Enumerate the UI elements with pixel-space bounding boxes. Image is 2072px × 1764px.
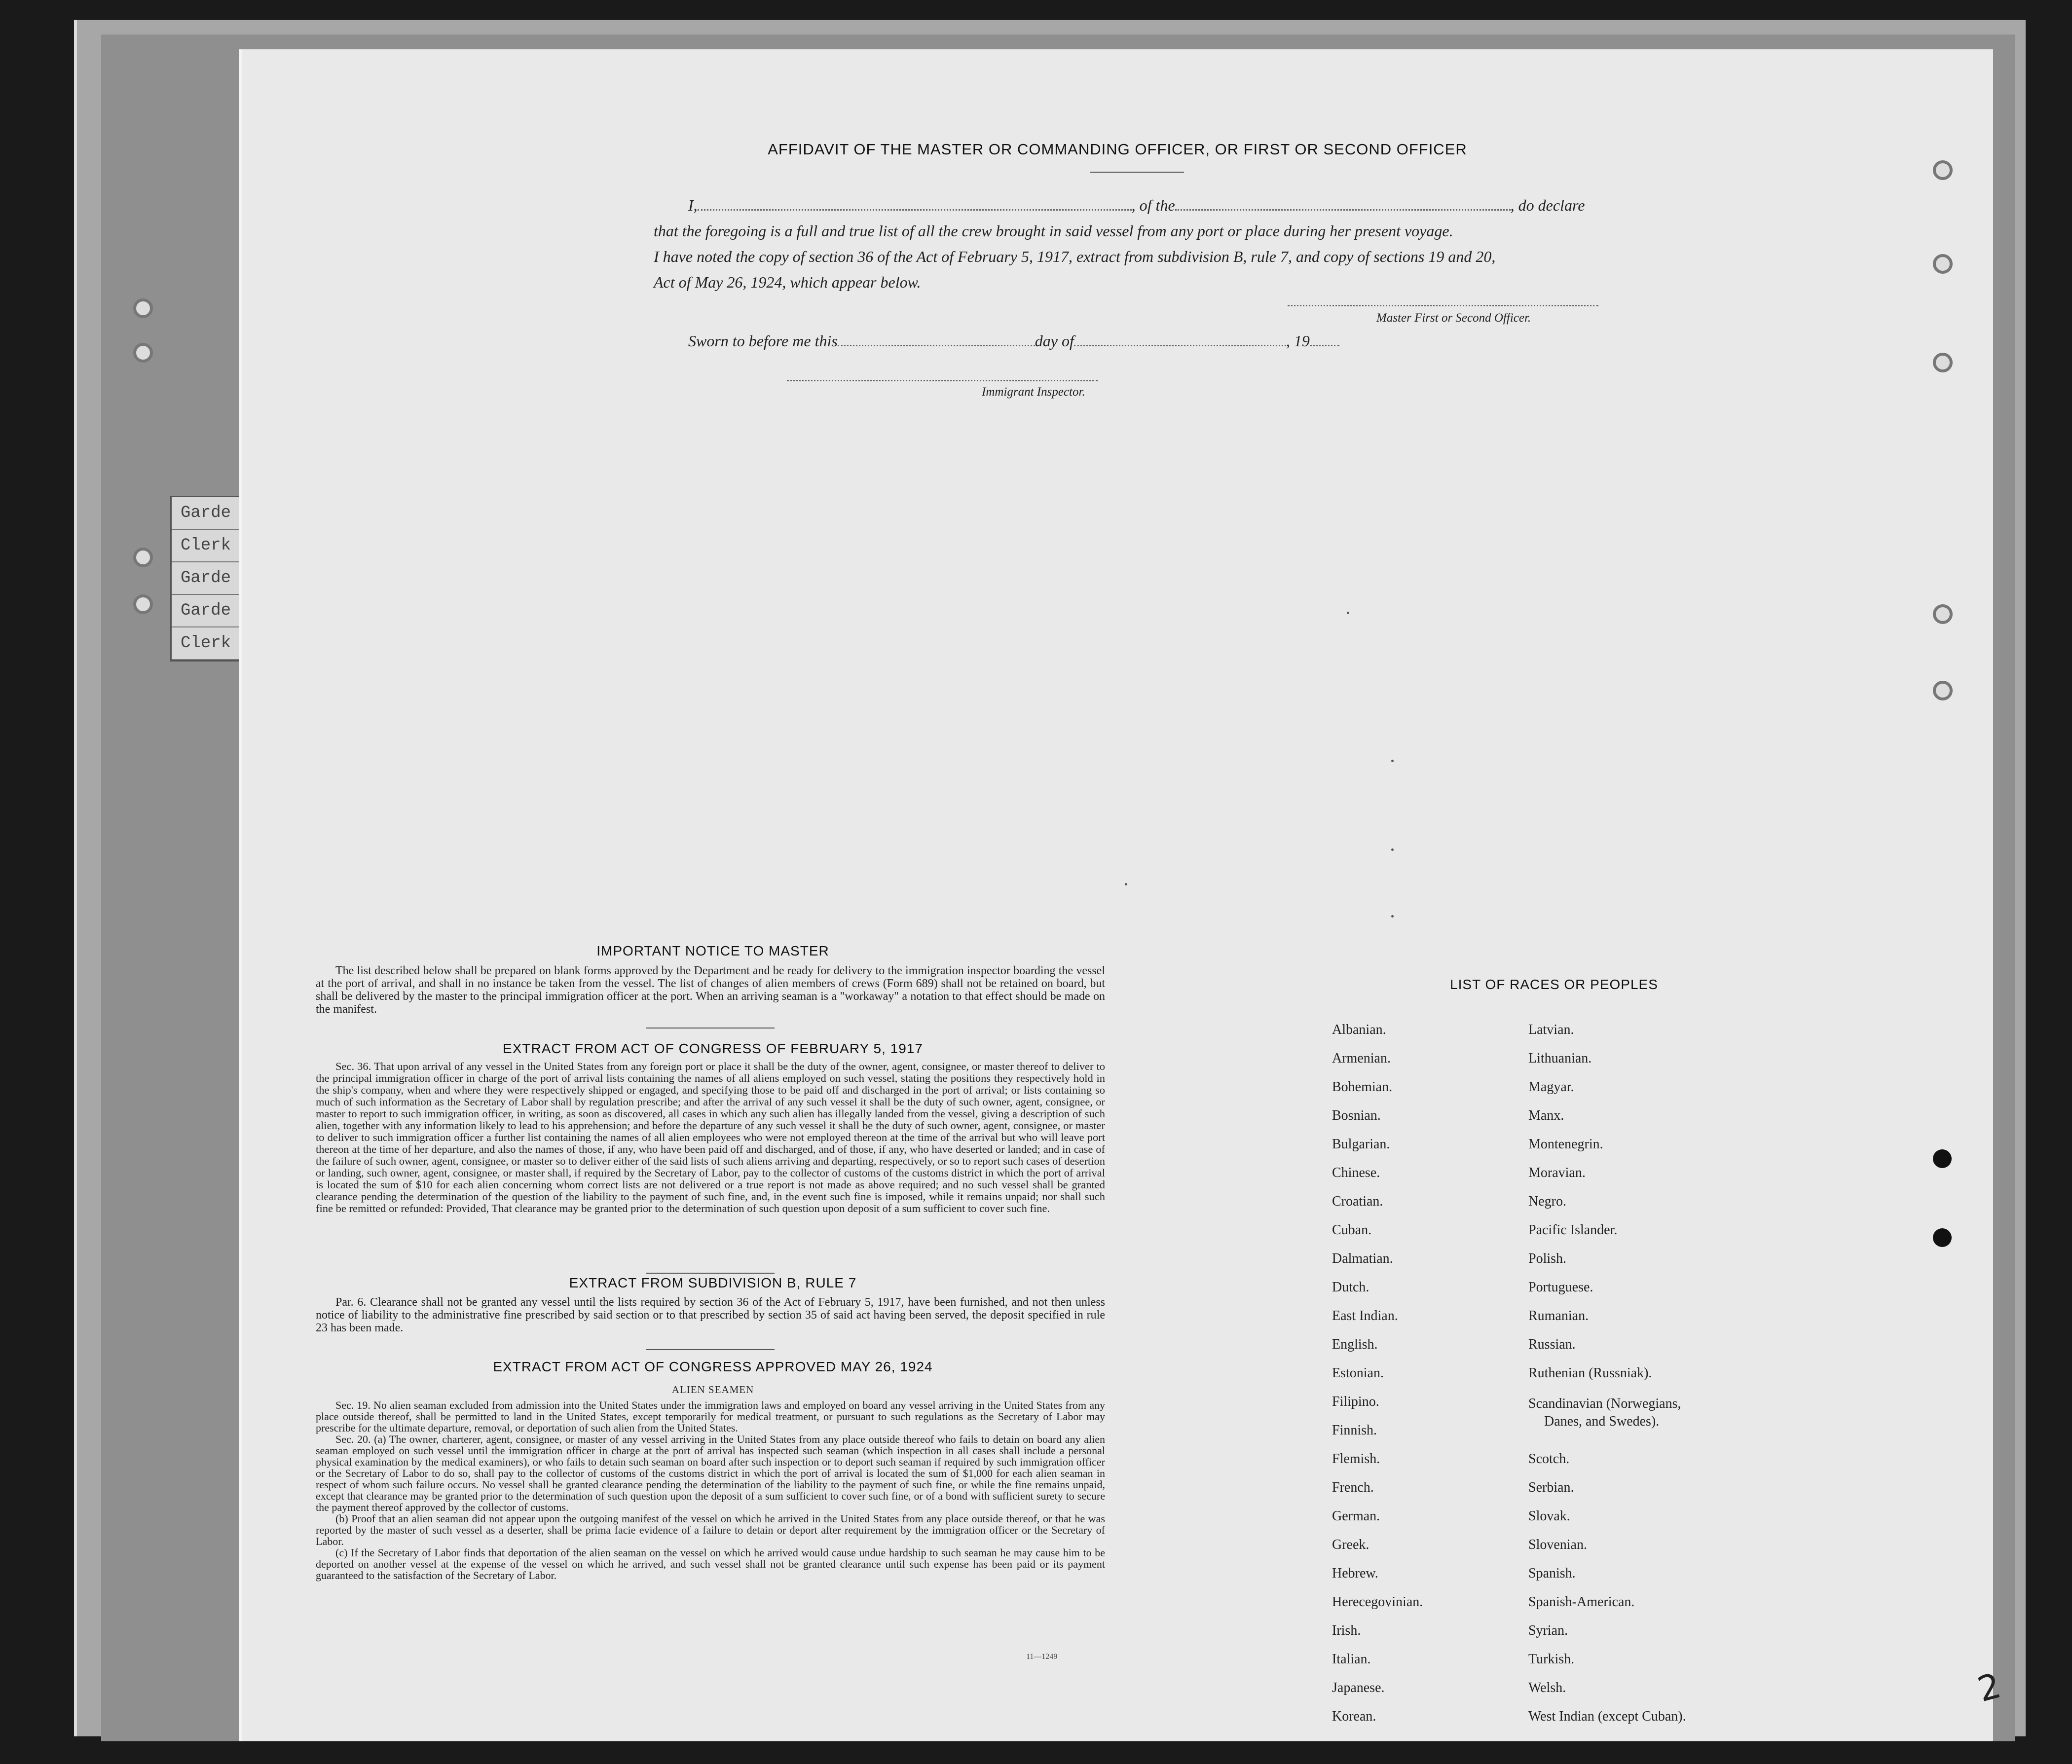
extract-1924-subtitle: ALIEN SEAMEN xyxy=(671,1384,754,1396)
extract-1924-body xyxy=(316,1399,1105,1581)
binder-hole-icon xyxy=(1933,160,1953,180)
master-signature-line[interactable] xyxy=(1288,305,1598,306)
affidavit-declaration xyxy=(654,192,1862,295)
race-item: Hebrew. xyxy=(1332,1566,1378,1581)
races-title: LIST OF RACES OR PEOPLES xyxy=(1450,977,1658,992)
race-item: Moravian. xyxy=(1528,1165,1586,1180)
race-item: Magyar. xyxy=(1528,1079,1574,1095)
race-item: English. xyxy=(1332,1337,1378,1352)
extract-1917-title: EXTRACT FROM ACT OF CONGRESS OF FEBRUARY 5, 1917 xyxy=(503,1041,923,1056)
binder-hole-icon xyxy=(1933,353,1953,372)
vessel-blank-field[interactable] xyxy=(1175,209,1511,211)
inspector-label: Immigrant Inspector. xyxy=(982,385,1085,399)
stray-mark xyxy=(1391,760,1394,762)
race-item: Polish. xyxy=(1528,1251,1567,1266)
race-item: Pacific Islander. xyxy=(1528,1222,1618,1238)
race-item: West Indian (except Cuban). xyxy=(1528,1709,1686,1724)
race-item: Bohemian. xyxy=(1332,1079,1393,1095)
notice-body: The list described below shall be prepared on blank forms approved by the Department and be ready for delivery to the immigration inspector boarding the vessel at the port of arrival, and shall in no instance be taken from the vessel. The list of changes of alien members of crews (Form 689) shall not be retained on board, but shall be delivered by the master to the principal immigration officer at the port. When an arriving seaman is a "workaway" a notation to that effect should be made on the manifest. xyxy=(316,964,1105,1016)
side-strip-entry: Garde xyxy=(172,595,243,627)
race-item: Flemish. xyxy=(1332,1451,1380,1467)
name-blank-field[interactable] xyxy=(698,209,1132,211)
race-item: Slovak. xyxy=(1528,1508,1570,1524)
stray-mark xyxy=(1391,915,1394,918)
race-item: Spanish. xyxy=(1528,1566,1576,1581)
sec19-text: Sec. 19. No alien seaman excluded from admission into the United States under the immigration laws and employed on board any vessel arriving in the United States from any place outside thereof, shall be permitted to land in the United States, except temporarily for medical treatment, or pursuant to such regulations as the Secretary of Labor may prescribe for the ultimate departure, removal, or deportation of such alien from the United States. xyxy=(316,1399,1105,1434)
sec20a-text: Sec. 20. (a) The owner, charterer, agent, consignee, or master of any vessel arriving in the United States from any place outside thereof who fails to detain on board any alien seaman employed on such vessel until the immigration officer in charge at the port of arrival has inspected such seaman (which inspection in all cases shall include a personal physical examination by the medical examiners), or who fails to detain such seaman on board after such inspection or to deport such seaman if required by such immigration officer or the Secretary of Labor to do so, shall pay to the collector of customs of the customs district in which the port of arrival is located the sum of $1,000 for each alien seaman in respect of whom such failure occurs. No vessel shall be granted clearance pending the determination of the liability to the payment of such fine, or while the fine remains unpaid, except that clearance may be granted prior to the determination of such question upon the deposit of a sum sufficient to cover such fine, or of a bond with sufficient surety to secure the payment thereof approved by the collector of customs. xyxy=(316,1433,1105,1513)
race-item: Albanian. xyxy=(1332,1022,1386,1037)
race-item: Bulgarian. xyxy=(1332,1137,1390,1152)
race-item: Croatian. xyxy=(1332,1194,1383,1209)
binder-hole-icon xyxy=(133,298,153,318)
declaration-line-2: that the foregoing is a full and true list of all the crew brought in said vessel from any port or place during her present voyage. xyxy=(654,222,1453,240)
race-item: Montenegrin. xyxy=(1528,1137,1603,1152)
sworn-day-of: day of xyxy=(1035,332,1074,350)
race-item: Spanish-American. xyxy=(1528,1594,1635,1610)
binder-hole-icon xyxy=(1933,254,1953,274)
race-item: German. xyxy=(1332,1508,1380,1524)
race-item: Rumanian. xyxy=(1528,1308,1589,1323)
binder-hole-icon xyxy=(1933,681,1953,700)
race-item: Cuban. xyxy=(1332,1222,1372,1238)
race-item: Armenian. xyxy=(1332,1051,1391,1066)
race-item: Russian. xyxy=(1528,1337,1576,1352)
side-strip-entry: Garde xyxy=(172,497,243,530)
punch-hole-icon xyxy=(1933,1228,1952,1247)
race-item: Slovenian. xyxy=(1528,1537,1587,1552)
sec20b-text: (b) Proof that an alien seaman did not appear upon the outgoing manifest of the vessel on which he arrived in the United States from any place outside thereof, or that he was reported by the master of such vessel as a deserter, shall be prima facie evidence of a failure to detain or deport after requirement by the immigration officer or the Secretary of Labor. xyxy=(316,1512,1105,1547)
side-strip-entry: Garde xyxy=(172,562,243,595)
rule7-body: Par. 6. Clearance shall not be granted any vessel until the lists required by section 36 of the Act of February 5, 1917, have been furnished, and not then unless notice of liability to the administrative fine prescribed by said section or to that prescribed by section 35 of said act having been served, the deposit specified in rule 23 has been made. xyxy=(316,1296,1105,1334)
declaration-line-4: Act of May 26, 1924, which appear below. xyxy=(654,273,921,291)
race-item: East Indian. xyxy=(1332,1308,1398,1323)
race-item: Dalmatian. xyxy=(1332,1251,1393,1266)
rule7-title: EXTRACT FROM SUBDIVISION B, RULE 7 xyxy=(569,1275,857,1290)
declaration-of-the: , of the xyxy=(1131,196,1175,214)
race-item: Turkish. xyxy=(1528,1652,1575,1667)
race-item: Chinese. xyxy=(1332,1165,1380,1180)
race-item: Finnish. xyxy=(1332,1423,1377,1438)
race-item: Scandinavian (Norwegians, xyxy=(1528,1396,1681,1411)
divider xyxy=(646,1273,775,1274)
divider xyxy=(646,1349,775,1350)
side-strip-entry: Clerk xyxy=(172,627,243,660)
inspector-signature-line[interactable] xyxy=(787,380,1098,381)
sworn-month-field[interactable] xyxy=(1074,345,1286,346)
race-item: Scotch. xyxy=(1528,1451,1570,1467)
margin-handwritten-mark: 2 xyxy=(1973,1665,2005,1710)
binder-hole-icon xyxy=(133,343,153,363)
sworn-year-field[interactable] xyxy=(1310,345,1339,346)
sec20c-text: (c) If the Secretary of Labor finds that deportation of the alien seaman on the vessel on which he arrived would cause undue hardship to such seaman he may cause him to be deported on another vessel at the expense of the vessel on which he arrived, and such vessel shall not be granted clearance until such expense has been paid or its payment guaranteed to the satisfaction of the Secretary of Labor. xyxy=(316,1546,1105,1581)
race-item: Japanese. xyxy=(1332,1680,1385,1695)
document-page xyxy=(242,49,2005,1741)
race-item: Italian. xyxy=(1332,1652,1371,1667)
divider xyxy=(1090,172,1184,173)
side-strip-entry: Clerk xyxy=(172,530,243,562)
race-item: Danes, and Swedes). xyxy=(1544,1414,1660,1429)
race-item: Welsh. xyxy=(1528,1680,1566,1695)
race-item: Estonian. xyxy=(1332,1365,1384,1381)
binder-hole-icon xyxy=(133,548,153,567)
sworn-year: , 19 xyxy=(1286,332,1310,350)
binder-hole-icon xyxy=(1933,604,1953,624)
stray-mark xyxy=(1347,612,1349,614)
race-item: Dutch. xyxy=(1332,1280,1369,1295)
race-item: Latvian. xyxy=(1528,1022,1574,1037)
race-item: Negro. xyxy=(1528,1194,1566,1209)
stray-mark xyxy=(1125,883,1127,885)
punch-hole-icon xyxy=(1933,1149,1952,1168)
race-item: Korean. xyxy=(1332,1709,1376,1724)
race-item: Syrian. xyxy=(1528,1623,1568,1638)
declaration-line-3: I have noted the copy of section 36 of the Act of February 5, 1917, extract from subdivision B, rule 7, and copy of sections 19 and 20, xyxy=(654,248,1496,265)
race-item: Irish. xyxy=(1332,1623,1361,1638)
sworn-line xyxy=(688,328,1428,354)
form-number: 11—1249 xyxy=(1026,1653,1058,1661)
race-item: Ruthenian (Russniak). xyxy=(1528,1365,1652,1381)
declaration-do-declare: , do declare xyxy=(1510,196,1585,214)
sworn-text: Sworn to before me this xyxy=(688,332,838,350)
race-item: Filipino. xyxy=(1332,1394,1379,1409)
race-item: Manx. xyxy=(1528,1108,1564,1123)
side-strip-index xyxy=(170,496,245,662)
race-item: Herecegovinian. xyxy=(1332,1594,1423,1610)
sworn-day-field[interactable] xyxy=(838,345,1035,346)
race-item: Serbian. xyxy=(1528,1480,1574,1495)
race-item: Portuguese. xyxy=(1528,1280,1593,1295)
binder-hole-icon xyxy=(133,594,153,614)
race-item: Lithuanian. xyxy=(1528,1051,1592,1066)
declaration-line-1 xyxy=(654,192,1862,218)
notice-title: IMPORTANT NOTICE TO MASTER xyxy=(596,943,829,958)
master-signature-label: Master First or Second Officer. xyxy=(1376,311,1531,325)
declaration-i: I, xyxy=(688,196,698,214)
stray-mark xyxy=(1391,848,1394,851)
divider xyxy=(646,1028,775,1029)
race-item: Greek. xyxy=(1332,1537,1369,1552)
extract-1917-body: Sec. 36. That upon arrival of any vessel in the United States from any foreign port or place it shall be the duty of the owner, agent, consignee, or master thereof to deliver to the principal immigration officer in charge of the port of arrival lists containing the names of all aliens employed on such vessel, stating the positions they respectively hold in the ship's company, when and where they were respectively shipped or engaged, and specifying those to be paid off and discharged in the port of arrival; or lists containing so much of such information as the Secretary of Labor shall by regulation prescribe; and after the arrival of any such vessel it shall be the duty of such owner, agent, consignee, or master to report to such immigration officer, in writing, as soon as discovered, all cases in which any such alien has illegally landed from the vessel, giving a description of such alien, together with any information likely to lead to his apprehension; and before the departure of any such vessel it shall be the duty of such owner, agent, consignee, or master to deliver to such immigration officer a further list containing the names of all alien employees who were not employed thereon at the time of the arrival but who will leave port thereon at the time of her departure, and also the names of those, if any, who have been paid off and discharged, and of those, if any, who have deserted or landed; and in case of the failure of such owner, agent, consignee, or master so to deliver either of the said lists of such aliens arriving and departing, respectively, or so to report such cases of desertion or landing, such owner, agent, consignee, or master shall, if required by the Secretary of Labor, pay to the collector of customs of the customs district in which the port of arrival is located the sum of $10 for each alien concerning whom correct lists are not delivered or a true report is not made as above required; and no such vessel shall be granted clearance pending the determination of the question of the liability to the payment of such fine, and, in the event such fine is imposed, while it remains unpaid; nor shall such fine be remitted or refunded: Provided, That clearance may be granted prior to the determination of such question upon deposit of a sum sufficient to cover such fine. xyxy=(316,1060,1105,1214)
race-item: French. xyxy=(1332,1480,1374,1495)
race-item: Bosnian. xyxy=(1332,1108,1381,1123)
extract-1924-title: EXTRACT FROM ACT OF CONGRESS APPROVED MAY 26, 1924 xyxy=(493,1359,933,1374)
affidavit-title: AFFIDAVIT OF THE MASTER OR COMMANDING OFFICER, OR FIRST OR SECOND OFFICER xyxy=(768,141,1467,158)
